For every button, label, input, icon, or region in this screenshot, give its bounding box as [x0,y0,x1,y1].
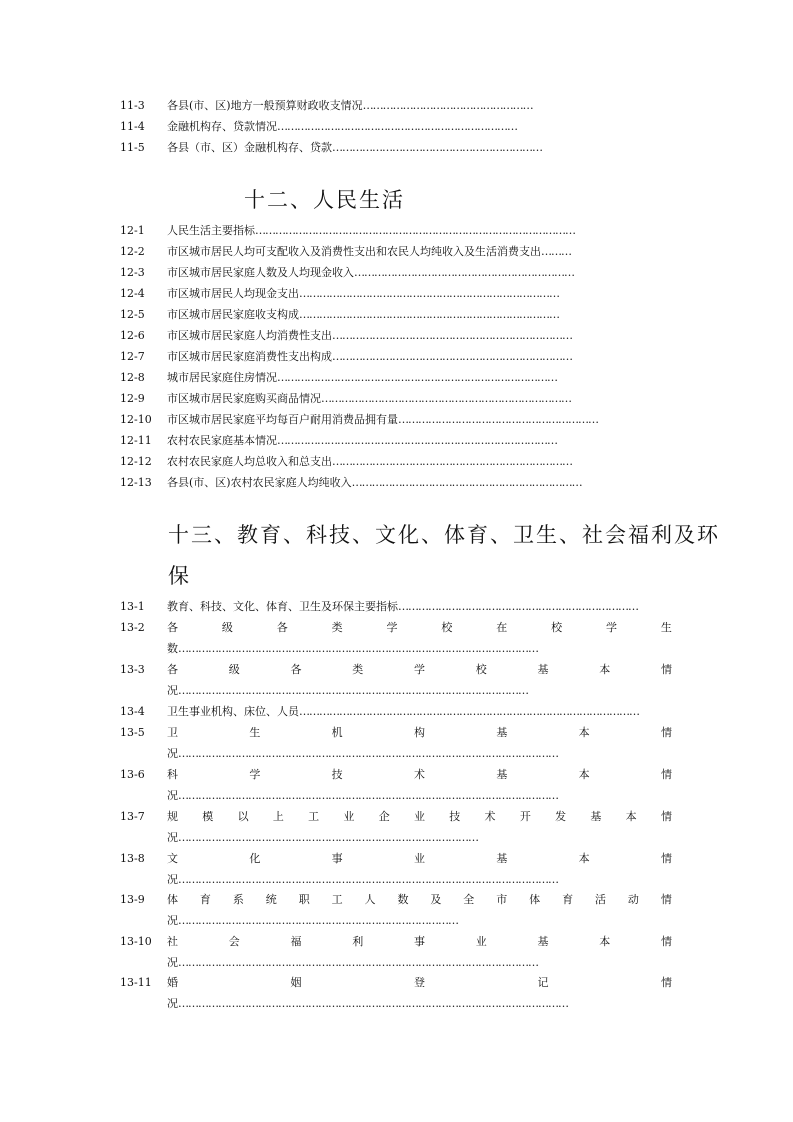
title-character: 统 [265,893,277,906]
title-character: 学 [606,621,617,634]
entry-title: 市区城市居民家庭消费性支出构成……………………………………………………………… [167,350,572,363]
entry-title: 市区城市居民家庭平均每百户耐用消费品拥有量…………………………………………………… [167,413,598,426]
title-character: 事 [414,935,425,948]
title-character: 记 [537,976,549,989]
title-character: 育 [199,893,211,906]
toc-entry-13-2[interactable] [120,618,680,660]
entry-title: 市区城市居民家庭购买商品情况………………………………………………………………… [167,392,571,405]
entry-title-continued: 况……………………………………………………………………………………………… [167,956,538,969]
entry-number: 13-4 [120,705,145,718]
title-character: 本 [578,852,590,865]
entry-title-continued: 况…………………………………………………………………………………………………… [167,873,558,886]
entry-number: 13-2 [120,621,145,634]
entry-title [167,660,672,680]
entry-number: 13-5 [120,726,145,739]
toc-entry-12-13[interactable] [120,473,680,493]
entry-number: 12-9 [120,392,145,405]
title-character: 各 [167,621,178,634]
entry-number: 12-12 [120,455,152,468]
title-character: 学 [414,663,425,676]
section-heading-13-continued: 保 [168,564,191,588]
toc-entry-13-5[interactable] [120,723,680,765]
title-character: 术 [413,768,425,781]
title-character: 本 [599,935,611,948]
title-character: 上 [272,810,284,823]
title-character: 业 [413,810,425,823]
entry-number: 12-3 [120,266,145,279]
title-character: 级 [221,621,233,634]
toc-entry-11-3[interactable] [120,96,680,116]
entry-title [167,890,672,910]
entry-title: 市区城市居民家庭人数及人均现金收入………………………………………………………… [167,266,574,279]
title-character: 学 [249,768,261,781]
entry-title: 各县(市、区)地方一般预算财政收支情况…………………………………………… [167,99,533,112]
title-character: 基 [496,852,508,865]
title-character: 生 [249,726,261,739]
title-character: 情 [660,810,672,823]
title-character: 技 [331,768,343,781]
title-character: 机 [331,726,343,739]
title-character: 校 [551,621,563,634]
title-character: 福 [290,935,302,948]
toc-entry-13-4[interactable] [120,702,680,722]
title-character: 情 [661,663,672,676]
entry-title [167,849,672,869]
title-character: 级 [228,663,240,676]
title-character: 情 [660,768,672,781]
title-character: 术 [484,810,496,823]
section-heading-13: 十三、教育、科技、文化、体育、卫生、社会福利及环 [168,523,720,547]
entry-number: 12-4 [120,287,145,300]
entry-title: 卫生事业机构、床位、人员………………………………………………………………………………………… [167,705,639,718]
entry-title [167,723,672,743]
title-character: 情 [660,893,672,906]
title-character: 基 [590,810,602,823]
title-character: 在 [496,621,508,634]
title-character: 技 [449,810,461,823]
title-character: 登 [414,976,425,989]
title-character: 活 [594,893,606,906]
toc-entry-13-8[interactable] [120,849,680,891]
entry-title: 市区城市居民人均现金支出…………………………………………………………………… [167,287,559,300]
entry-number: 13-10 [120,935,152,948]
entry-title: 人民生活主要指标…………………………………………………………………………………… [167,224,575,237]
toc-entry-12-8[interactable] [120,368,680,388]
entry-title-continued: 况………………………………………………………………………… [167,914,458,927]
entry-title-continued: 况…………………………………………………………………………………………… [167,684,528,697]
entry-number: 13-8 [120,852,145,865]
toc-entry-12-12[interactable] [120,452,680,472]
entry-number: 13-7 [120,810,145,823]
title-character: 校 [475,663,487,676]
title-character: 本 [599,663,611,676]
title-character: 学 [386,621,398,634]
entry-title: 市区城市居民家庭人均消费性支出……………………………………………………………… [167,329,572,342]
title-character: 姻 [290,976,302,989]
title-character: 规 [167,810,178,823]
title-character: 情 [661,976,672,989]
title-character: 各 [167,663,178,676]
entry-title: 各县(市、区)农村农民家庭人均纯收入…………………………………………………………… [167,476,582,489]
section-heading-12: 十二、人民生活 [244,188,405,212]
title-character: 人 [364,893,376,906]
entry-title: 城市居民家庭住房情况………………………………………………………………………… [167,371,557,384]
entry-number: 13-3 [120,663,145,676]
entry-number: 11-4 [120,120,145,133]
title-character: 会 [228,935,240,948]
title-character: 工 [331,893,343,906]
entry-title-continued: 况……………………………………………………………………………… [167,831,478,844]
entry-title-continued: 况……………………………………………………………………………………………………… [167,997,568,1010]
toc-entry-12-5[interactable] [120,305,680,325]
toc-entry-12-4[interactable] [120,284,680,304]
title-character: 文 [167,852,178,865]
entry-title [167,765,672,785]
title-character: 校 [441,621,453,634]
toc-entry-12-7[interactable] [120,347,680,367]
entry-number: 12-13 [120,476,152,489]
entry-number: 13-9 [120,893,145,906]
entry-number: 13-6 [120,768,145,781]
toc-entry-11-5[interactable] [120,138,680,158]
entry-title [167,807,672,827]
entry-title: 教育、科技、文化、体育、卫生及环保主要指标……………………………………………………………… [167,600,638,613]
toc-entry-12-1[interactable] [120,221,680,241]
entry-title: 各县（市、区）金融机构存、贷款……………………………………………………… [167,141,542,154]
entry-title-continued: 数……………………………………………………………………………………………… [167,642,538,655]
title-character: 全 [463,893,475,906]
title-character: 生 [660,621,672,634]
toc-entry-13-6[interactable] [120,765,680,807]
title-character: 基 [496,768,508,781]
title-character: 职 [298,893,310,906]
entry-title: 农村农民家庭人均总收入和总支出……………………………………………………………… [167,455,572,468]
title-character: 卫 [167,726,178,739]
entry-title: 市区城市居民人均可支配收入及消费性支出和农民人均纯收入及生活消费支出……… [167,245,571,258]
toc-entry-13-10[interactable] [120,932,680,974]
entry-number: 12-11 [120,434,152,447]
title-character: 模 [202,810,214,823]
toc-entry-12-11[interactable] [120,431,680,451]
entry-title [167,973,672,993]
title-character: 动 [627,893,639,906]
title-character: 类 [352,663,364,676]
toc-entry-12-6[interactable] [120,326,680,346]
toc-entry-13-1[interactable] [120,597,680,617]
title-character: 本 [625,810,637,823]
title-character: 工 [308,810,320,823]
toc-entry-12-3[interactable] [120,263,680,283]
title-character: 数 [397,893,409,906]
entry-title-continued: 况…………………………………………………………………………………………………… [167,747,558,760]
toc-entry-12-10[interactable] [120,410,680,430]
entry-title: 市区城市居民家庭收支构成…………………………………………………………………… [167,308,559,321]
entry-title [167,618,672,638]
toc-entry-13-11[interactable] [120,973,680,1015]
title-character: 情 [660,726,672,739]
entry-number: 12-7 [120,350,145,363]
title-character: 情 [660,852,672,865]
entry-title: 农村农民家庭基本情况………………………………………………………………………… [167,434,557,447]
title-character: 以 [237,810,249,823]
entry-number: 11-5 [120,141,145,154]
title-character: 体 [167,893,178,906]
toc-entry-13-3[interactable] [120,660,680,702]
title-character: 系 [232,893,244,906]
title-character: 开 [519,810,531,823]
title-character: 体 [529,893,541,906]
title-character: 基 [537,935,549,948]
toc-entry-13-9[interactable] [120,890,680,932]
title-character: 市 [496,893,508,906]
title-character: 及 [430,893,442,906]
entry-title [167,932,672,952]
title-character: 业 [413,852,425,865]
title-character: 科 [167,768,178,781]
title-character: 企 [378,810,390,823]
title-character: 本 [578,768,590,781]
entry-number: 12-10 [120,413,152,426]
title-character: 本 [578,726,590,739]
title-character: 构 [413,726,425,739]
entry-number: 12-1 [120,224,145,237]
toc-entry-12-9[interactable] [120,389,680,409]
entry-number: 13-1 [120,600,145,613]
title-character: 各 [276,621,288,634]
title-character: 情 [661,935,672,948]
entry-title-continued: 况…………………………………………………………………………………………………… [167,789,558,802]
title-character: 育 [562,893,574,906]
entry-number: 12-8 [120,371,145,384]
title-character: 事 [331,852,343,865]
title-character: 类 [331,621,343,634]
title-character: 利 [352,935,364,948]
entry-number: 12-6 [120,329,145,342]
title-character: 基 [537,663,549,676]
entry-number: 13-11 [120,976,152,989]
toc-entry-12-2[interactable] [120,242,680,262]
title-character: 婚 [167,976,178,989]
title-character: 化 [249,852,261,865]
title-character: 社 [167,935,178,948]
toc-entry-13-7[interactable] [120,807,680,849]
entry-number: 12-2 [120,245,145,258]
title-character: 业 [475,935,487,948]
title-character: 基 [496,726,508,739]
entry-title: 金融机构存、贷款情况……………………………………………………………… [167,120,517,133]
title-character: 各 [290,663,302,676]
toc-entry-11-4[interactable] [120,117,680,137]
entry-number: 11-3 [120,99,145,112]
entry-number: 12-5 [120,308,145,321]
title-character: 发 [555,810,567,823]
title-character: 业 [343,810,355,823]
